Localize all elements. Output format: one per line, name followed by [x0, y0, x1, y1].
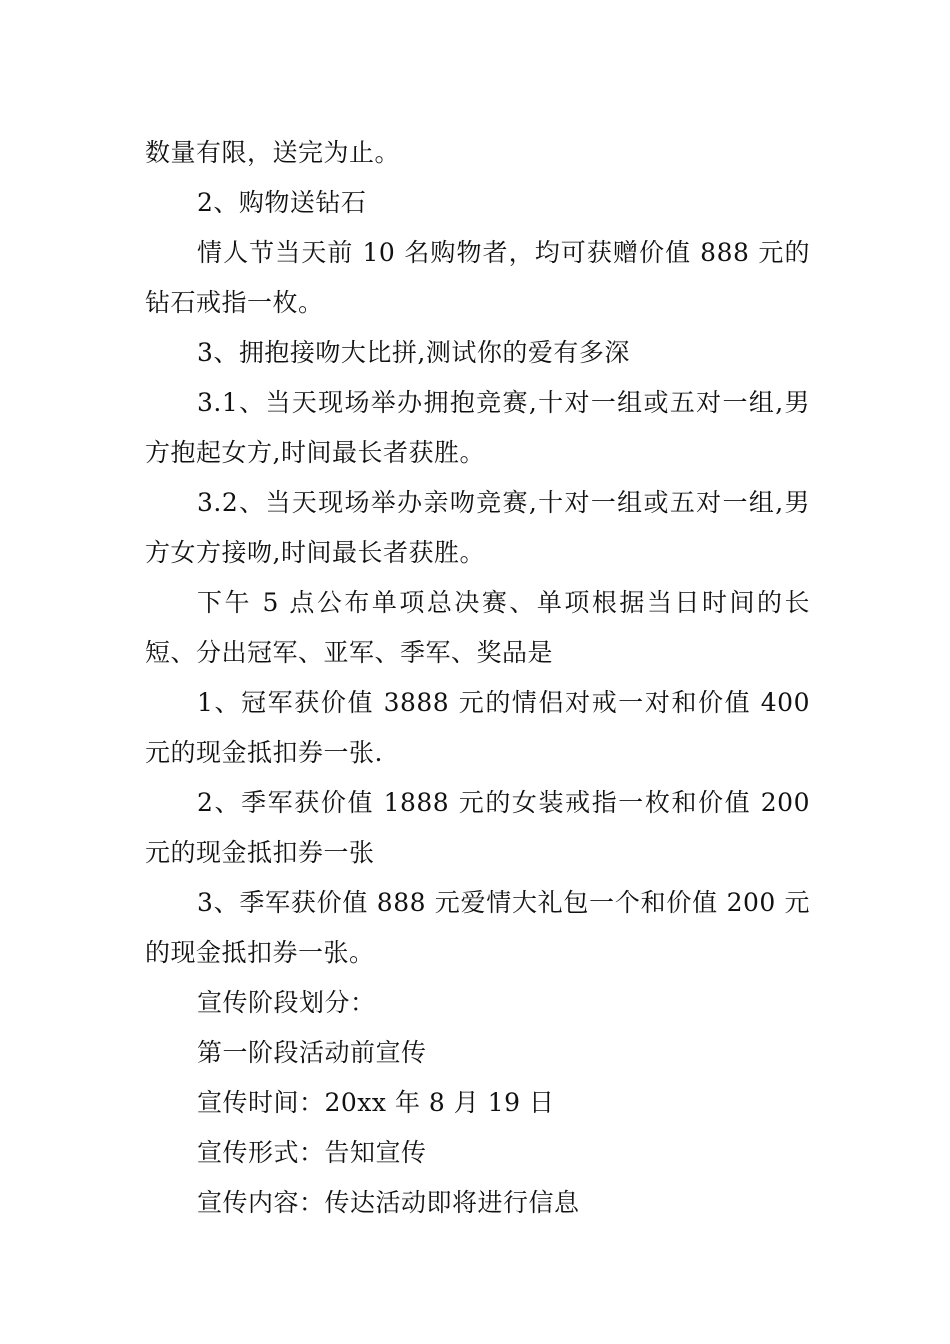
paragraph-promo-content: 宣传内容：传达活动即将进行信息: [197, 1188, 580, 1217]
paragraph-stage-1: 第一阶段活动前宣传: [197, 1038, 427, 1067]
paragraph-finals-announcement: 下午 5 点公布单项总决赛、单项根据当日时间的长短、分出冠军、亚军、季军、奖品是: [145, 588, 810, 667]
paragraph-section-2-heading: 2、购物送钻石: [197, 188, 367, 217]
paragraph-promo-time: 宣传时间：20xx 年 8 月 19 日: [197, 1088, 555, 1117]
paragraph-prize-1: 1、冠军获价值 3888 元的情侣对戒一对和价值 400 元的现金抵扣券一张.: [145, 688, 810, 767]
paragraph-kiss-contest: 3.2、当天现场举办亲吻竞赛,十对一组或五对一组,男方女方接吻,时间最长者获胜。: [145, 488, 810, 567]
paragraph-quantity-limited: 数量有限，送完为止。: [145, 138, 401, 167]
paragraph-promo-stages: 宣传阶段划分：: [197, 988, 376, 1017]
paragraph-prize-2: 2、季军获价值 1888 元的女装戒指一枚和价值 200 元的现金抵扣券一张: [145, 788, 810, 867]
paragraph-promo-form: 宣传形式：告知宣传: [197, 1138, 427, 1167]
paragraph-prize-3: 3、季军获价值 888 元爱情大礼包一个和价值 200 元的现金抵扣券一张。: [145, 888, 810, 967]
document-body: [145, 128, 810, 1228]
paragraph-hug-contest: 3.1、当天现场举办拥抱竞赛,十对一组或五对一组,男方抱起女方,时间最长者获胜。: [145, 388, 810, 467]
paragraph-diamond-gift: 情人节当天前 10 名购物者，均可获赠价值 888 元的钻石戒指一枚。: [145, 238, 810, 317]
paragraph-section-3-heading: 3、拥抱接吻大比拼,测试你的爱有多深: [197, 338, 630, 367]
